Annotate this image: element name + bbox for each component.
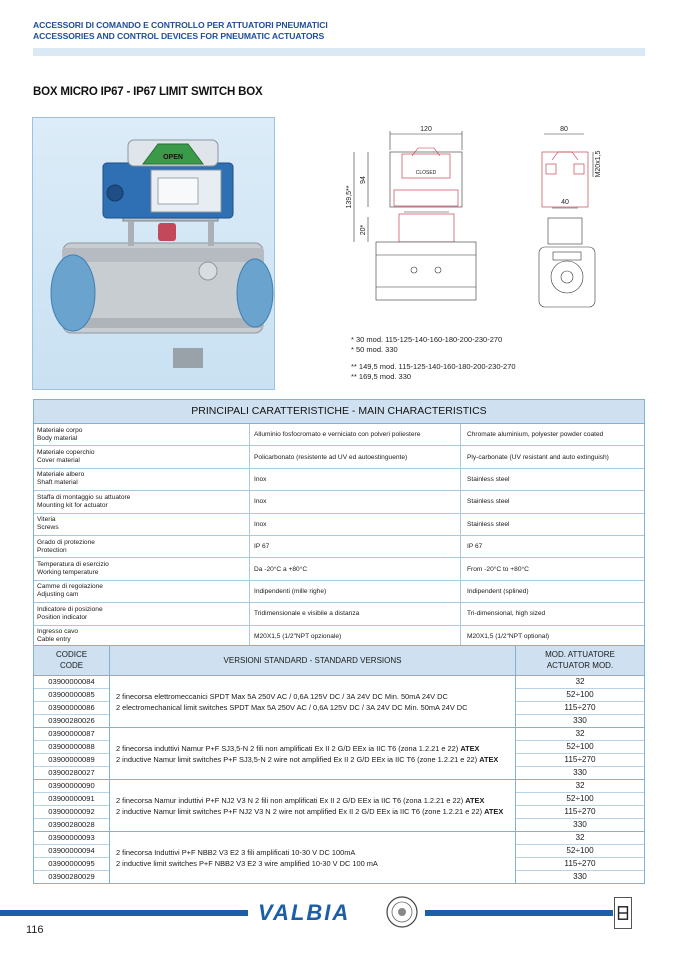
- spec-label-it: Viteria: [37, 516, 56, 524]
- header-band: [33, 48, 645, 56]
- actuator-mod: 115÷270: [516, 702, 644, 715]
- spec-row: [34, 558, 644, 580]
- spec-label-en: Mounting kit for actuator: [37, 501, 108, 509]
- spec-value-en: Chromate aluminium, polyester powder coated: [467, 431, 604, 439]
- spec-value-it: Inox: [250, 491, 461, 512]
- spec-value-it: Inox: [250, 514, 461, 535]
- actuator-mod: 32: [516, 728, 644, 741]
- atex-label: ATEX: [460, 743, 480, 753]
- code-column: [34, 780, 110, 831]
- product-code: 03900000085: [34, 689, 109, 702]
- version-group: [34, 832, 644, 883]
- actuator-mod: 32: [516, 832, 644, 845]
- spec-row: [34, 626, 644, 647]
- version-line-it: 2 finecorsa elettromeccanici SPDT Max 5A 250V AC / 0,6A 125V DC / 3A 24V DC Min. 50mA 24V DC: [116, 691, 448, 701]
- spec-row: [34, 491, 644, 513]
- product-photo-illustration: [33, 118, 275, 390]
- header-versions: VERSIONI STANDARD - STANDARD VERSIONS: [110, 646, 516, 675]
- spec-label-it: Staffa di montaggio su attuatore: [37, 493, 131, 501]
- header-code-en: CODE: [59, 661, 84, 670]
- product-code: 03900000090: [34, 780, 109, 793]
- product-code: 03900000087: [34, 728, 109, 741]
- spec-value-en: IP 67: [467, 543, 483, 551]
- versions-table: [33, 645, 645, 884]
- actuator-mod: 52÷100: [516, 741, 644, 754]
- page-title: BOX MICRO IP67 - IP67 LIMIT SWITCH BOX: [33, 86, 263, 98]
- spec-label-it: Materiale albero: [37, 471, 85, 479]
- version-line-en: 2 inductive Namur limit switches P+F NJ2 V3 N 2 wire not amplified Ex II 2 G/D EEx ia IIC T6 (zone 1.2.21 e 22) ATEX: [116, 806, 504, 816]
- spec-value-en: Tri-dimensional, high sized: [467, 610, 546, 618]
- product-code: 03900000092: [34, 806, 109, 819]
- spec-label-it: Ingresso cavo: [37, 628, 79, 636]
- actuator-mod: 52÷100: [516, 689, 644, 702]
- code-column: [34, 728, 110, 779]
- spec-value-en: Indipendent (splined): [467, 587, 529, 595]
- spec-label: [34, 558, 250, 579]
- spec-label-en: Cover material: [37, 457, 80, 465]
- brand-logo: VALBIA: [258, 900, 351, 925]
- spec-value-en: Stainless steel: [467, 498, 510, 506]
- header-actuator-mod: [516, 646, 644, 675]
- spec-value-en: From -20°C to +80°C: [467, 565, 529, 573]
- version-description: [110, 676, 516, 727]
- note-2: * 50 mod. 330: [351, 344, 398, 354]
- spec-label-en: Working temperature: [37, 569, 99, 577]
- dim-height-base: 20*: [360, 224, 367, 236]
- spec-label-en: Position indicator: [37, 613, 88, 621]
- spec-value-en: M20X1,5 (1/2"NPT optional): [467, 632, 550, 640]
- spec-label: [34, 469, 250, 490]
- dim-width-side: 80: [560, 126, 568, 133]
- spec-label-it: Temperatura di esercizio: [37, 561, 109, 569]
- dim-height-total: 139,5**: [346, 185, 353, 209]
- spec-row: [34, 514, 644, 536]
- code-column: [34, 676, 110, 727]
- section-header-en: ACCESSORIES AND CONTROL DEVICES FOR PNEUMATIC ACTUATORS: [33, 31, 325, 41]
- spec-label-it: Materiale coperchio: [37, 449, 95, 457]
- spec-row: [34, 536, 644, 558]
- header-mod-en: ACTUATOR MOD.: [546, 661, 614, 670]
- actuator-mod: 115÷270: [516, 754, 644, 767]
- spec-value-it: Policarbonato (resistente ad UV ed autoestinguente): [250, 446, 461, 467]
- spec-value-en: Stainless steel: [467, 520, 510, 528]
- spec-label: [34, 581, 250, 602]
- spec-label-en: Adjusting cam: [37, 591, 79, 599]
- spec-row: [34, 424, 644, 446]
- spec-value-it: Tridimensionale e visibile a distanza: [250, 603, 461, 624]
- version-line-en: 2 inductive Namur limit switches P+F SJ3,5-N 2 wire not amplified Ex II 2 G/D EEx ia IIC T6 (zone 1.2.21 e 22) ATEX: [116, 754, 499, 764]
- section-header-it: ACCESSORI DI COMANDO E CONTROLLO PER ATTUATORI PNEUMATICI: [33, 20, 328, 30]
- spec-label: [34, 626, 250, 647]
- version-line-it: 2 finecorsa Namur induttivi P+F NJ2 V3 N 2 fili non amplificati Ex II 2 G/D EEx ia IIC T6 (zona 1.2.21 e 22) ATEX: [116, 795, 485, 805]
- code-column: [34, 832, 110, 883]
- product-code: 03900000095: [34, 858, 109, 871]
- section-header: [33, 20, 328, 42]
- spec-row: [34, 603, 644, 625]
- spec-label-en: Protection: [37, 546, 67, 554]
- certification-seal-icon: [385, 895, 419, 929]
- atex-label: ATEX: [479, 754, 499, 764]
- spec-label-it: Grado di protezione: [37, 538, 95, 546]
- photo-indicator-label: OPEN: [163, 154, 183, 161]
- atex-label: ATEX: [465, 795, 485, 805]
- dim-width-front: 120: [420, 126, 432, 133]
- spec-value-it: M20X1,5 (1/2"NPT opzionale): [250, 626, 461, 647]
- spec-value-it: Alluminio fosfocromato e verniciato con polveri poliestere: [250, 424, 461, 445]
- version-line-en: 2 inductive limit switches P+F NBB2 V3 E2 3 wire amplified 10-30 V DC 100 mA: [116, 858, 378, 868]
- dim-side-40: 40: [561, 199, 569, 206]
- spec-label: [34, 491, 250, 512]
- dim-height-box: 94: [360, 176, 367, 184]
- spec-row: [34, 469, 644, 491]
- note-1: * 30 mod. 115-125-140-160-180-200-230-270: [351, 335, 503, 344]
- product-photo: [32, 117, 275, 390]
- brand-mark-icon: [614, 897, 632, 929]
- characteristics-table: [33, 399, 645, 648]
- spec-label-en: Body material: [37, 434, 78, 442]
- note-3: ** 149,5 mod. 115-125-140-160-180-200-230-270: [351, 362, 516, 372]
- product-code: 03900000089: [34, 754, 109, 767]
- header-mod-it: MOD. ATTUATORE: [545, 650, 615, 659]
- technical-drawing: [334, 122, 614, 322]
- version-line-it: 2 finecorsa Induttivi P+F NBB2 V3 E2 3 fili amplificati 10-30 V DC 100mA: [116, 847, 356, 857]
- actuator-mod: 330: [573, 820, 587, 829]
- actuator-mod: 330: [573, 716, 587, 725]
- spec-value-it: Indipendenti (mille righe): [250, 581, 461, 602]
- header-code: [34, 646, 110, 675]
- product-code: 03900000093: [34, 832, 109, 845]
- drawing-indicator-label: CLOSED: [415, 170, 437, 176]
- spec-label-en: Shaft material: [37, 479, 78, 487]
- spec-label-en: Cable entry: [37, 636, 71, 644]
- actuator-mod-column: [516, 676, 644, 727]
- product-code: 03900280026: [48, 716, 95, 725]
- spec-value-it: Inox: [250, 469, 461, 490]
- spec-label-it: Indicatore di posizione: [37, 605, 103, 613]
- header-code-it: CODICE: [55, 650, 88, 659]
- actuator-mod: 115÷270: [516, 806, 644, 819]
- version-description: [110, 728, 516, 779]
- page-number: 116: [26, 924, 44, 936]
- version-group: [34, 780, 644, 832]
- actuator-mod: 32: [516, 676, 644, 689]
- version-line-en: 2 electromechanical limit switches SPDT Max 5A 250V AC / 0,6A 125V DC / 3A 24V DC Min. 50mA 24V DC: [116, 702, 468, 712]
- spec-label-it: Materiale corpo: [37, 426, 83, 434]
- product-code: 03900280028: [48, 820, 95, 829]
- spec-value-it: IP 67: [250, 536, 461, 557]
- product-code: 03900000094: [34, 845, 109, 858]
- footer-band-right: [425, 910, 613, 916]
- note-4: ** 169,5 mod. 330: [351, 371, 412, 381]
- dimension-notes: [351, 335, 516, 381]
- footer-band-left: [0, 910, 248, 916]
- product-code: 03900000088: [34, 741, 109, 754]
- characteristics-heading: PRINCIPALI CARATTERISTICHE - MAIN CHARACTERISTICS: [34, 400, 644, 424]
- product-code: 03900000091: [34, 793, 109, 806]
- versions-header-row: [34, 646, 644, 676]
- spec-value-en: Ply-carbonate (UV resistant and auto extinguish): [467, 453, 609, 461]
- actuator-mod-column: [516, 728, 644, 779]
- spec-label-it: Camme di regolazione: [37, 583, 103, 591]
- version-description: [110, 832, 516, 883]
- product-code: 03900280029: [48, 872, 95, 881]
- spec-row: [34, 581, 644, 603]
- product-code: 03900280027: [48, 768, 95, 777]
- actuator-mod-column: [516, 780, 644, 831]
- spec-label: [34, 514, 250, 535]
- spec-value-it: Da -20°C a +80°C: [250, 558, 461, 579]
- spec-label: [34, 446, 250, 467]
- actuator-mod: 115÷270: [516, 858, 644, 871]
- spec-label-en: Screws: [37, 524, 59, 532]
- product-code: 03900000086: [34, 702, 109, 715]
- version-group: [34, 676, 644, 728]
- dim-thread: M20x1,5: [595, 150, 602, 178]
- actuator-mod: 330: [573, 872, 587, 881]
- spec-label: [34, 424, 250, 445]
- actuator-mod: 32: [516, 780, 644, 793]
- actuator-mod: 330: [573, 768, 587, 777]
- product-code: 03900000084: [34, 676, 109, 689]
- atex-label: ATEX: [484, 806, 504, 816]
- spec-label: [34, 536, 250, 557]
- version-group: [34, 728, 644, 780]
- actuator-mod-column: [516, 832, 644, 883]
- spec-value-en: Stainless steel: [467, 475, 510, 483]
- technical-drawing-svg: [334, 122, 614, 322]
- version-description: [110, 780, 516, 831]
- spec-label: [34, 603, 250, 624]
- actuator-mod: 52÷100: [516, 845, 644, 858]
- spec-row: [34, 446, 644, 468]
- version-line-it: 2 finecorsa induttivi Namur P+F SJ3,5-N 2 fili non amplificati Ex II 2 G/D EEx ia IIC T6 (zona 1.2.21 e 22) ATEX: [116, 743, 480, 753]
- actuator-mod: 52÷100: [516, 793, 644, 806]
